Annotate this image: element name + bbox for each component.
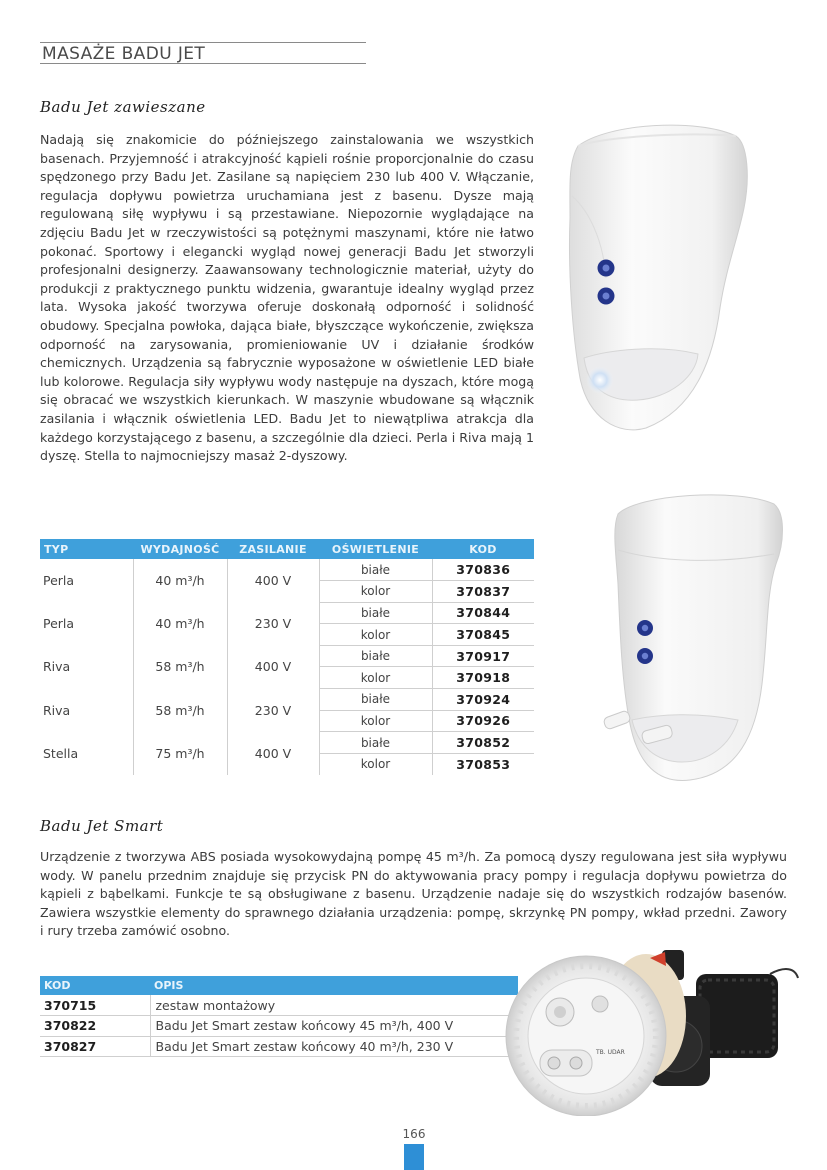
cell-kod: 370827 xyxy=(40,1036,150,1057)
cell-oswietlenie: kolor xyxy=(319,581,432,603)
cell-typ: Riva xyxy=(43,702,71,718)
cell-oswietlenie: białe xyxy=(319,689,432,711)
cell-typ: Perla xyxy=(43,573,75,589)
cell-oswietlenie: kolor xyxy=(319,753,432,775)
col-header-zasilanie: ZASILANIE xyxy=(227,539,319,559)
col-header-kod: KOD xyxy=(40,976,150,995)
table-row xyxy=(40,1016,518,1037)
table-row xyxy=(40,995,518,1016)
badu-jet-product-image-2 xyxy=(598,484,794,784)
cell-zasilanie: 400 V xyxy=(227,559,319,602)
cell-typ: Stella xyxy=(43,745,79,761)
section2-description: Urządzenie z tworzywa ABS posiada wysokowydajną pompę 45 m³/h. Za pomocą dyszy regulowana jest siła wypływu wody. W panelu przednim znajduje się przycisk PN do aktywowania pracy pompy i regulacja dopływu powietrza do kąpieli z bąbelkami. Funkcje te są obsługiwane z basenu. Urządzenie nadaje się do wszystkich rodzajów basenów. Zawiera wszystkie elementy do sprawnego działania urządzenia: pompę, skrzynkę PN pompy, wkład przedni. Zawory i rury trzeba zamówić osobno. xyxy=(40,849,787,939)
nozzle-icon xyxy=(637,620,653,636)
cell-kod: 370924 xyxy=(432,689,534,711)
device-brand-label: TB. UDAR xyxy=(596,1049,625,1056)
section-heading-badu-jet-smart: Badu Jet Smart xyxy=(40,817,164,835)
cell-typ: Riva xyxy=(43,659,71,675)
cell-zasilanie: 230 V xyxy=(227,689,319,732)
nozzle-icon xyxy=(637,648,653,664)
cell-kod: 370715 xyxy=(40,995,150,1016)
cell-opis: Badu Jet Smart zestaw końcowy 45 m³/h, 400 V xyxy=(150,1016,518,1037)
cell-wydajnosc: 58 m³/h xyxy=(133,689,227,732)
cell-oswietlenie: kolor xyxy=(319,624,432,646)
cell-wydajnosc: 40 m³/h xyxy=(133,559,227,602)
cell-kod: 370845 xyxy=(432,624,534,646)
cell-kod: 370852 xyxy=(432,732,534,754)
cell-oswietlenie: białe xyxy=(319,602,432,624)
table-row xyxy=(40,732,534,754)
cell-oswietlenie: białe xyxy=(319,645,432,667)
cell-oswietlenie: kolor xyxy=(319,710,432,732)
cell-oswietlenie: białe xyxy=(319,732,432,754)
cell-kod: 370918 xyxy=(432,667,534,689)
col-header-oswietlenie: OŚWIETLENIE xyxy=(319,539,432,559)
table-row xyxy=(40,1036,518,1057)
section1-description: Nadają się znakomicie do późniejszego zainstalowania we wszystkich basenach. Przyjemność i atrakcyjność kąpieli rośnie proporcjonalnie do czasu spędzonego przy Badu Jet. Zasilane są napięciem 230 lub 400 V. Włączanie, regulacja dopływu powietrza uruchamiana jest z basenu. Dysze mają regulowaną siłę wypływu i są przestawiane. Niepozornie wyglądające na zdjęciu Badu Jet w rzeczywistości są potężnymi maszynami, które nie łatwo pokonać. Sportowy i elegancki wygląd nowej generacji Badu Jet stworzyli profesjonalni designerzy. Zaawansowany technologicznie materiał, użyty do produkcji z praktycznego punktu widzenia, gwarantuje idealny wygląd przez lata. Wysoka jakość tworzywa oferuje doskonałą odporność i solidność obudowy. Specjalna powłoka, dająca białe, błyszczące wykończenie, zwiększa odporność na zarysowania, promieniowanie UV i działanie środków chemicznych. Urządzenia są fabrycznie wyposażone w oświetlenie LED białe lub kolorowe. Regulacja siły wypływu wody następuje na dyszach, które mogą się obracać we wszystkich kierunkach. W maszynie wbudowane są włącznik zasilania i włącznik oświetlenia LED. Badu Jet to niewątpliwa atrakcja dla każdego korzystającego z basenu, a szczególnie dla dzieci. Perla i Riva mają 1 dyszę. Stella to najmocniejszy masaż 2-dyszowy. xyxy=(40,132,534,464)
table-row xyxy=(40,645,534,667)
cell-opis: Badu Jet Smart zestaw końcowy 40 m³/h, 230 V xyxy=(150,1036,518,1057)
badu-jet-product-image-1 xyxy=(548,118,752,438)
section-heading-badu-jet-zawieszane: Badu Jet zawieszane xyxy=(40,98,206,116)
col-header-wydajnosc: WYDAJNOŚĆ xyxy=(133,539,227,559)
page-tab-marker xyxy=(404,1144,424,1170)
page-number: 166 xyxy=(402,1127,426,1141)
smart-table xyxy=(40,976,518,1057)
cell-kod: 370822 xyxy=(40,1016,150,1037)
spec-table xyxy=(40,539,534,775)
cell-zasilanie: 230 V xyxy=(227,602,319,645)
cell-wydajnosc: 40 m³/h xyxy=(133,602,227,645)
nozzle-icon xyxy=(598,288,615,305)
cell-typ: Perla xyxy=(43,616,75,632)
cell-kod: 370837 xyxy=(432,581,534,603)
col-header-kod: KOD xyxy=(432,539,534,559)
cell-kod: 370836 xyxy=(432,559,534,581)
col-header-typ: TYP xyxy=(40,539,133,559)
badu-jet-smart-product-image xyxy=(500,938,800,1116)
cell-kod: 370926 xyxy=(432,710,534,732)
table-row xyxy=(40,602,534,624)
cell-oswietlenie: białe xyxy=(319,559,432,581)
smart-front-panel xyxy=(506,956,666,1116)
cell-zasilanie: 400 V xyxy=(227,732,319,775)
cell-kod: 370853 xyxy=(432,753,534,775)
cell-oswietlenie: kolor xyxy=(319,667,432,689)
cell-zasilanie: 400 V xyxy=(227,645,319,688)
cell-wydajnosc: 75 m³/h xyxy=(133,732,227,775)
col-header-opis: OPIS xyxy=(150,976,518,995)
table-row xyxy=(40,689,534,711)
cell-kod: 370917 xyxy=(432,645,534,667)
cell-wydajnosc: 58 m³/h xyxy=(133,645,227,688)
cell-kod: 370844 xyxy=(432,602,534,624)
nozzle-icon xyxy=(598,260,615,277)
cell-opis: zestaw montażowy xyxy=(150,995,518,1016)
table-row xyxy=(40,559,534,581)
page-title: MASAŻE BADU JET xyxy=(40,42,366,64)
